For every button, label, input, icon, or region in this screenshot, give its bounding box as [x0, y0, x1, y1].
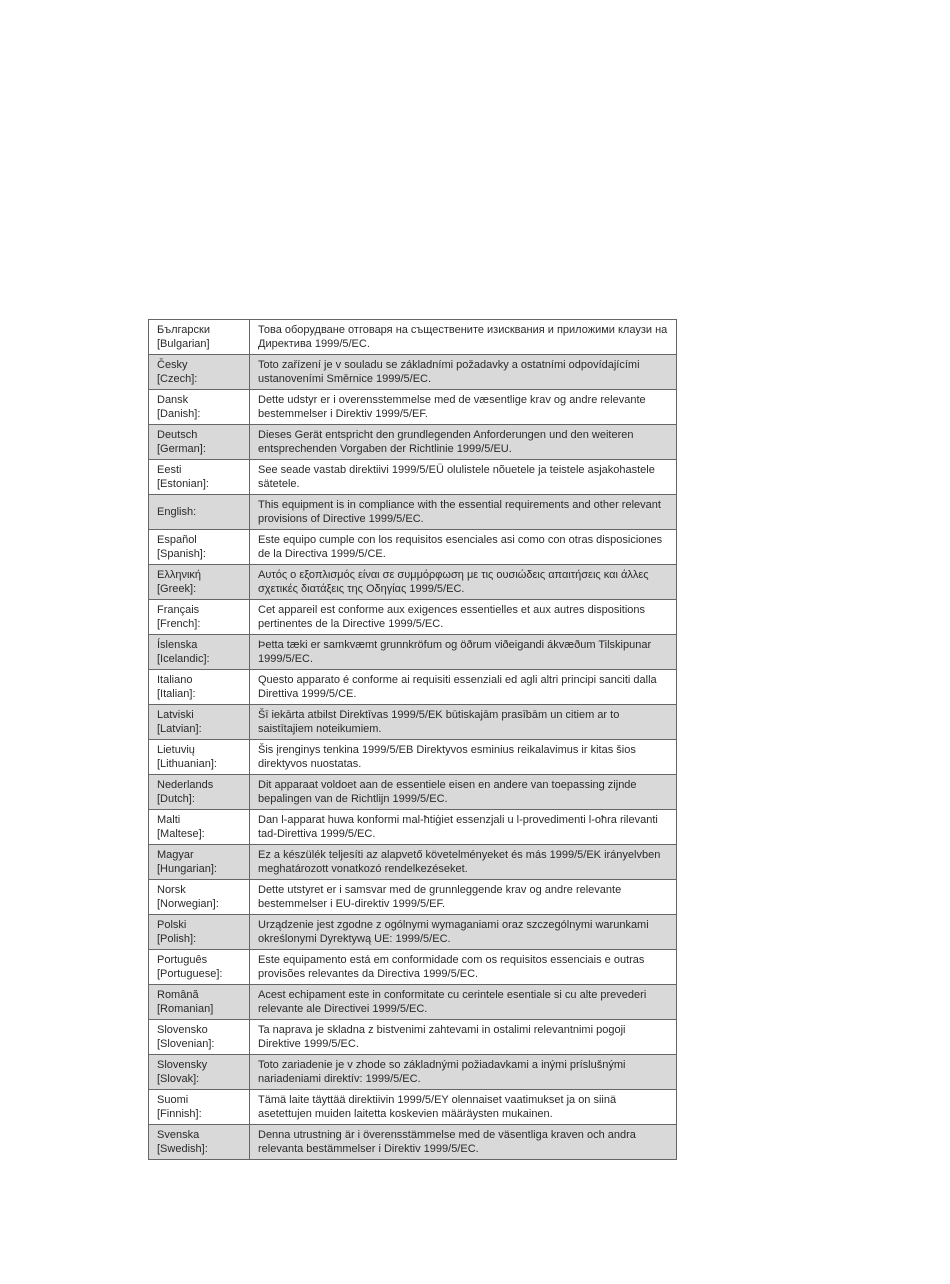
language-english-name: [German]:: [157, 443, 206, 455]
compliance-row: [149, 775, 677, 810]
compliance-row: [149, 670, 677, 705]
language-english-name: [Swedish]:: [157, 1143, 208, 1155]
compliance-row: [149, 425, 677, 460]
language-cell: [149, 320, 250, 355]
language-cell: [149, 635, 250, 670]
language-english-name: [Polish]:: [157, 933, 197, 945]
compliance-statement: Dieses Gerät entspricht den grundlegenden Anforderungen und den weiteren entsprechenden Vorgaben der Richtlinie 1999/5/EU.: [250, 425, 677, 460]
language-cell: [149, 1125, 250, 1160]
compliance-row: [149, 495, 677, 530]
language-cell: [149, 390, 250, 425]
language-english-name: [Spanish]:: [157, 548, 206, 560]
language-english-name: [Romanian]: [157, 1003, 214, 1015]
language-native-name: Latviski: [157, 709, 194, 721]
language-native-name: Česky: [157, 359, 188, 371]
language-native-name: Română: [157, 989, 199, 1001]
compliance-statement: Denna utrustning är i överensstämmelse med de väsentliga kraven och andra relevanta bestämmelser i Direktiv 1999/5/EC.: [250, 1125, 677, 1160]
compliance-statement: Ta naprava je skladna z bistvenimi zahtevami in ostalimi relevantnimi pogoji Direktive 1999/5/EC.: [250, 1020, 677, 1055]
language-english-name: [Icelandic]:: [157, 653, 210, 665]
language-cell: [149, 845, 250, 880]
compliance-row: [149, 460, 677, 495]
compliance-statement: Αυτός ο εξοπλισμός είναι σε συμμόρφωση με τις ουσιώδεις απαιτήσεις και άλλες σχετικές διατάξεις της Οδηγίας 1999/5/EC.: [250, 565, 677, 600]
compliance-row: [149, 915, 677, 950]
language-cell: [149, 810, 250, 845]
language-native-name: Svenska: [157, 1129, 200, 1141]
language-native-name: Norsk: [157, 884, 186, 896]
language-english-name: [Lithuanian]:: [157, 758, 217, 770]
language-native-name: Eesti: [157, 464, 182, 476]
compliance-row: [149, 950, 677, 985]
compliance-table-body: [149, 320, 677, 1160]
language-native-name: Magyar: [157, 849, 194, 861]
language-native-name: Italiano: [157, 674, 193, 686]
language-cell: [149, 460, 250, 495]
language-native-name: Polski: [157, 919, 187, 931]
language-native-name: Ελληνική: [157, 569, 202, 581]
language-english-name: [Czech]:: [157, 373, 198, 385]
language-cell: [149, 600, 250, 635]
language-english-name: [Finnish]:: [157, 1108, 202, 1120]
compliance-row: [149, 845, 677, 880]
language-english-name: [Latvian]:: [157, 723, 202, 735]
language-native-name: Português: [157, 954, 208, 966]
language-english-name: [Slovenian]:: [157, 1038, 215, 1050]
language-english-name: [Danish]:: [157, 408, 201, 420]
compliance-statement: Dan l-apparat huwa konformi mal-ħtiġiet essenzjali u l-provedimenti l-oħra rilevanti tad-Direttiva 1999/5/EC.: [250, 810, 677, 845]
language-native-name: Malti: [157, 814, 181, 826]
language-english-name: [Italian]:: [157, 688, 196, 700]
language-cell: [149, 565, 250, 600]
compliance-statement: Šis įrenginys tenkina 1999/5/EB Direktyvos esminius reikalavimus ir kitas šios direktyvos nuostatas.: [250, 740, 677, 775]
language-native-name: Deutsch: [157, 429, 198, 441]
compliance-row: [149, 880, 677, 915]
language-native-name: English:: [157, 506, 197, 518]
language-native-name: Suomi: [157, 1094, 189, 1106]
language-cell: [149, 985, 250, 1020]
compliance-row: [149, 1090, 677, 1125]
compliance-statement: Este equipo cumple con los requisitos esenciales asi como con otras disposiciones de la Directiva 1999/5/CE.: [250, 530, 677, 565]
compliance-statement: See seade vastab direktiivi 1999/5/EÜ olulistele nõuetele ja teistele asjakohastele sätetele.: [250, 460, 677, 495]
compliance-statement: Toto zařízení je v souladu se základními požadavky a ostatními odpovídajícími ustanoveními Směrnice 1999/5/EC.: [250, 355, 677, 390]
language-native-name: Slovensky: [157, 1059, 208, 1071]
language-cell: [149, 705, 250, 740]
language-cell: [149, 915, 250, 950]
compliance-statement: Acest echipament este in conformitate cu cerintele esentiale si cu alte prevederi relevante ale Directivei 1999/5/EC.: [250, 985, 677, 1020]
compliance-row: [149, 635, 677, 670]
language-english-name: [French]:: [157, 618, 201, 630]
compliance-row: [149, 355, 677, 390]
language-native-name: Dansk: [157, 394, 189, 406]
language-cell: [149, 1055, 250, 1090]
language-english-name: [Slovak]:: [157, 1073, 200, 1085]
compliance-statement: Questo apparato é conforme ai requisiti essenziali ed agli altri principi sanciti dalla Direttiva 1999/5/CE.: [250, 670, 677, 705]
compliance-row: [149, 985, 677, 1020]
language-english-name: [Bulgarian]: [157, 338, 210, 350]
compliance-row: [149, 1020, 677, 1055]
language-cell: [149, 1090, 250, 1125]
compliance-statement: Dette udstyr er i overensstemmelse med de væsentlige krav og andre relevante bestemmelser i Direktiv 1999/5/EF.: [250, 390, 677, 425]
compliance-statement: Ez a készülék teljesíti az alapvető követelményeket és más 1999/5/EK irányelvben meghatározott vonatkozó rendelkezéseket.: [250, 845, 677, 880]
language-english-name: [Dutch]:: [157, 793, 195, 805]
compliance-statement: Dette utstyret er i samsvar med de grunnleggende krav og andre relevante bestemmelser i EU-direktiv 1999/5/EF.: [250, 880, 677, 915]
compliance-statement: This equipment is in compliance with the essential requirements and other relevant provisions of Directive 1999/5/EC.: [250, 495, 677, 530]
language-native-name: Nederlands: [157, 779, 214, 791]
compliance-row: [149, 600, 677, 635]
compliance-row: [149, 530, 677, 565]
compliance-row: [149, 565, 677, 600]
compliance-row: [149, 1055, 677, 1090]
compliance-statement: Šī iekārta atbilst Direktīvas 1999/5/EK būtiskajām prasībām un citiem ar to saistītajiem noteikumiem.: [250, 705, 677, 740]
compliance-statement: Cet appareil est conforme aux exigences essentielles et aux autres dispositions pertinentes de la Directive 1999/5/EC.: [250, 600, 677, 635]
language-cell: [149, 530, 250, 565]
language-native-name: Lietuvių: [157, 744, 195, 756]
language-english-name: [Maltese]:: [157, 828, 205, 840]
language-english-name: [Norwegian]:: [157, 898, 219, 910]
language-cell: [149, 880, 250, 915]
compliance-row: [149, 390, 677, 425]
compliance-row: [149, 740, 677, 775]
language-english-name: [Greek]:: [157, 583, 197, 595]
language-english-name: [Hungarian]:: [157, 863, 217, 875]
compliance-statement: Tämä laite täyttää direktiivin 1999/5/EY olennaiset vaatimukset ja on siinä asetettujen muiden laitetta koskevien määräysten mukainen.: [250, 1090, 677, 1125]
language-cell: [149, 775, 250, 810]
compliance-row: [149, 1125, 677, 1160]
compliance-statement: Това оборудване отговаря на съществените изисквания и приложими клаузи на Директива 1999/5/EC.: [250, 320, 677, 355]
language-native-name: Français: [157, 604, 200, 616]
compliance-row: [149, 320, 677, 355]
language-cell: [149, 950, 250, 985]
language-cell: [149, 670, 250, 705]
language-english-name: [Portuguese]:: [157, 968, 223, 980]
compliance-statement: Þetta tæki er samkvæmt grunnkröfum og öðrum viðeigandi ákvæðum Tilskipunar 1999/5/EC.: [250, 635, 677, 670]
language-cell: [149, 495, 250, 530]
language-cell: [149, 355, 250, 390]
language-native-name: Íslenska: [157, 639, 198, 651]
compliance-row: [149, 810, 677, 845]
language-english-name: [Estonian]:: [157, 478, 209, 490]
language-cell: [149, 425, 250, 460]
language-cell: [149, 1020, 250, 1055]
compliance-statement: Este equipamento está em conformidade com os requisitos essenciais e outras provisões relevantes da Directiva 1999/5/EC.: [250, 950, 677, 985]
language-native-name: Slovensko: [157, 1024, 208, 1036]
compliance-statement: Dit apparaat voldoet aan de essentiele eisen en andere van toepassing zijnde bepalingen van de Richtlijn 1999/5/EC.: [250, 775, 677, 810]
compliance-statement: Toto zariadenie je v zhode so základnými požiadavkami a inými príslušnými nariadeniami direktív: 1999/5/EC.: [250, 1055, 677, 1090]
language-native-name: Español: [157, 534, 197, 546]
language-cell: [149, 740, 250, 775]
compliance-row: [149, 705, 677, 740]
compliance-statement: Urządzenie jest zgodne z ogólnymi wymaganiami oraz szczególnymi warunkami określonymi Dyrektywą UE: 1999/5/EC.: [250, 915, 677, 950]
eu-compliance-table: [148, 319, 677, 1160]
language-native-name: Български: [157, 324, 210, 336]
